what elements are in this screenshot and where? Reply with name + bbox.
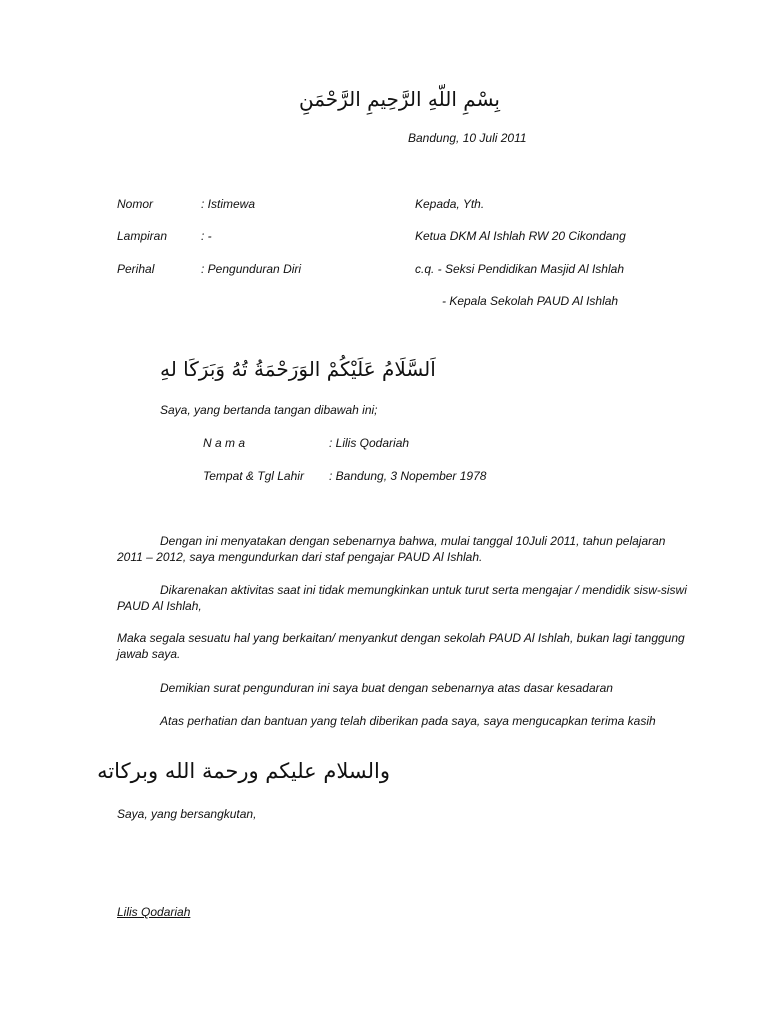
salam-opening: اَلسَّلَامُ عَلَيْكُمْ الوَرَحْمَةُ تُهُ وَبَرَكَا لهِ (160, 357, 436, 381)
meta-label-nomor: Nomor (117, 197, 154, 211)
paragraph-statement: Dengan ini menyatakan dengan sebenarnya bahwa, mulai tanggal 10Juli 2011, tahun pelajaran 2011 – 2012, saya mengundurkan dari staf pengajar PAUD Al Ishlah. (117, 534, 666, 564)
paragraph-thanks: Atas perhatian dan bantuan yang telah diberikan pada saya, saya mengucapkan terima kasih (160, 714, 656, 728)
meta-value-nomor: : Istimewa (201, 197, 256, 211)
recipient-greeting: Kepada, Yth. (415, 197, 485, 211)
signature-name: Lilis Qodariah (117, 905, 191, 919)
intro-line: Saya, yang bertanda tangan dibawah ini; (160, 403, 378, 417)
identity-label-ttl: Tempat & Tgl Lahir (203, 469, 304, 483)
basmala-heading: بِسْمِ اللّهِ الرَّحِيمِ الرَّحْمَنِ (298, 87, 500, 111)
meta-value-perihal: : Pengunduran Diri (201, 262, 302, 276)
closing-line: Saya, yang bersangkutan, (117, 807, 257, 821)
meta-label-perihal: Perihal (117, 262, 155, 276)
recipient-line-3: - Kepala Sekolah PAUD Al Ishlah (442, 294, 619, 308)
meta-label-lampiran: Lampiran (117, 229, 168, 243)
meta-value-lampiran: : - (201, 229, 212, 243)
recipient-line-2: c.q. - Seksi Pendidikan Masjid Al Ishlah (415, 262, 624, 276)
identity-value-ttl: : Bandung, 3 Nopember 1978 (329, 469, 487, 483)
paragraph-reason: Dikarenakan aktivitas saat ini tidak memungkinkan untuk turut serta mengajar / mendidik sisw-siswi PAUD Al Ishlah, (117, 583, 687, 613)
identity-value-nama: : Lilis Qodariah (329, 436, 410, 450)
paragraph-declaration: Demikian surat pengunduran ini saya buat dengan sebenarnya atas dasar kesadaran (160, 681, 613, 695)
recipient-line-1: Ketua DKM Al Ishlah RW 20 Cikondang (415, 229, 626, 243)
place-date: Bandung, 10 Juli 2011 (408, 131, 527, 145)
salam-closing: والسلام عليكم ورحمة الله وبركاته (97, 759, 390, 783)
identity-label-nama: N a m a (203, 436, 246, 450)
paragraph-responsibility: Maka segala sesuatu hal yang berkaitan/ menyankut dengan sekolah PAUD Al Ishlah, bukan lagi tanggung jawab saya. (117, 631, 685, 661)
